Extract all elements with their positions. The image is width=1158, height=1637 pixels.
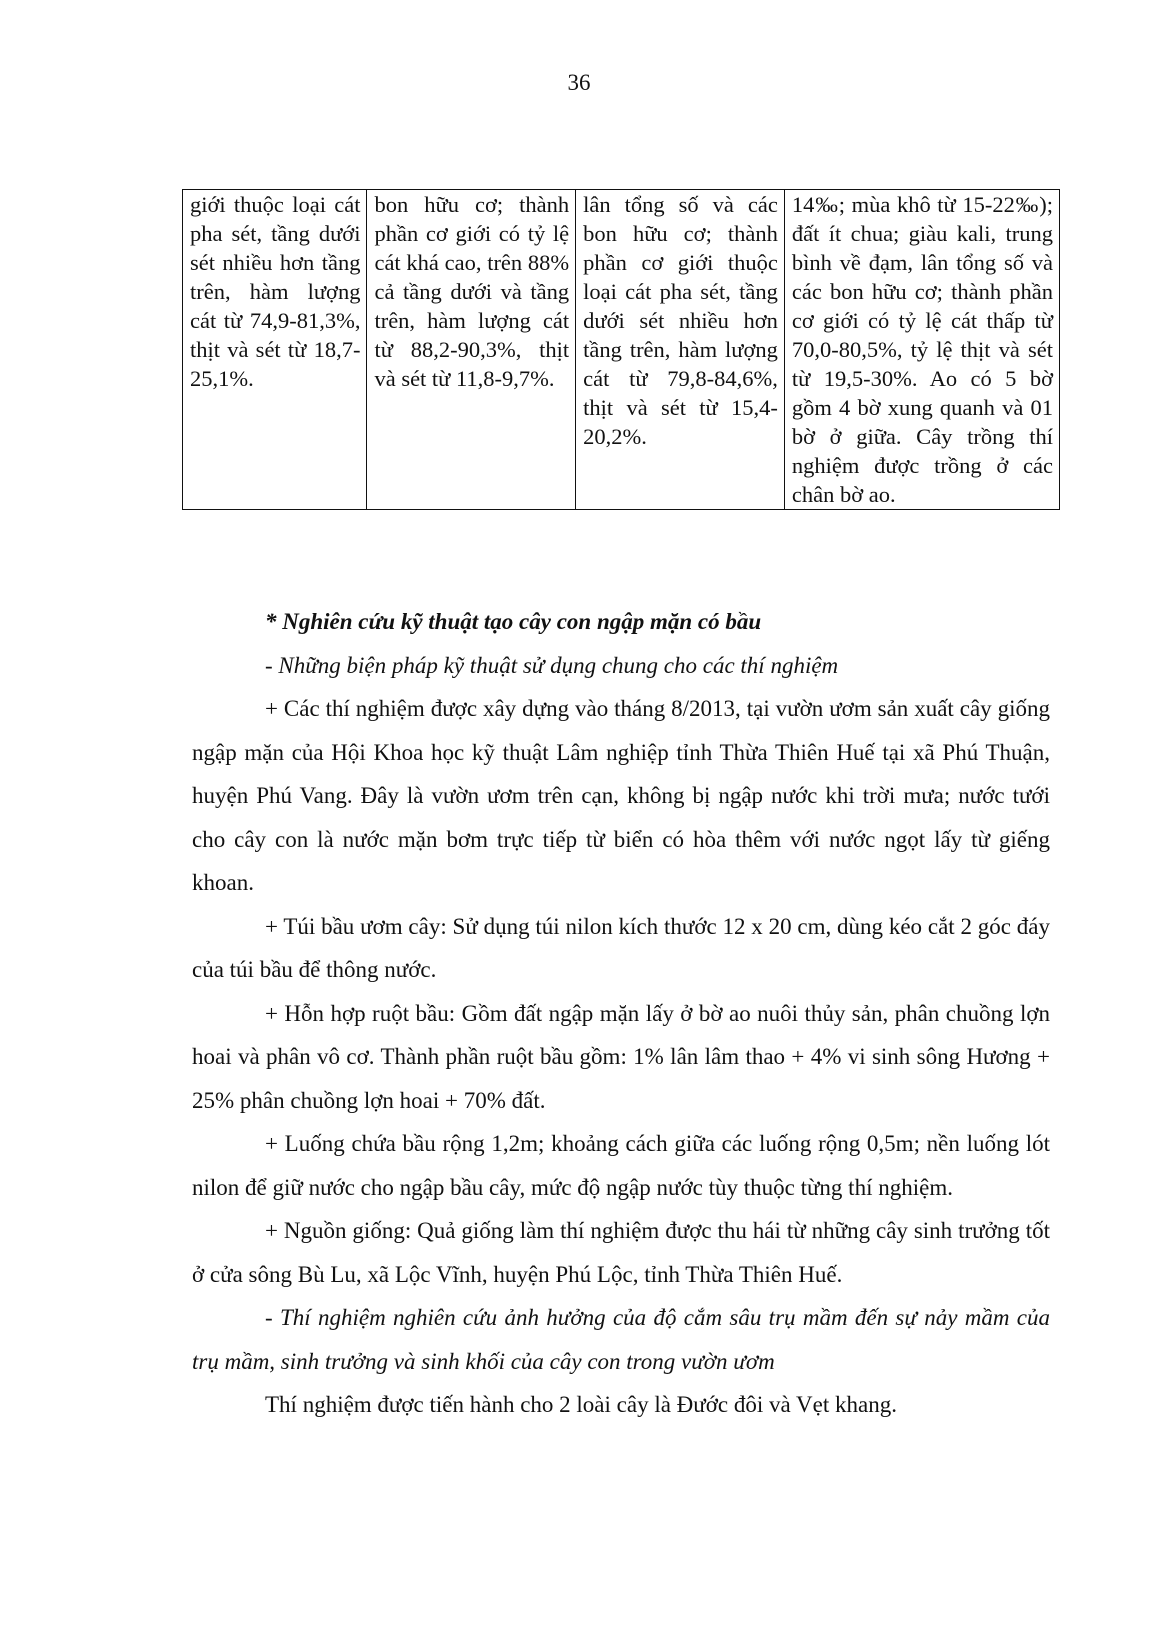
paragraph-nursery-beds: + Luống chứa bầu rộng 1,2m; khoảng cách giữa các luống rộng 0,5m; nền luống lót nilon để giữ nước cho ngập bầu cây, mức độ ngập nước tùy thuộc từng thí nghiệm. — [192, 1131, 1050, 1200]
table-cell-2: bon hữu cơ; thành phần cơ giới có tỷ lệ cát khá cao, trên 88% cả tầng dưới và tầng trên, hàm lượng cát từ 88,2-90,3%, thịt và sét từ 11,8-9,7%. — [367, 190, 576, 510]
paragraph-experiment-location: + Các thí nghiệm được xây dựng vào tháng 8/2013, tại vườn ươm sản xuất cây giống ngập mặn của Hội Khoa học kỹ thuật Lâm nghiệp tỉnh Thừa Thiên Huế tại xã Phú Thuận, huyện Phú Vang. Đây là vườn ươm trên cạn, không bị ngập nước khi trời mưa; nước tưới cho cây con là nước mặn bơm trực tiếp từ biển có hòa thêm với nước ngọt lấy từ giếng khoan. — [192, 696, 1050, 895]
paragraph-potting-mix: + Hỗn hợp ruột bầu: Gồm đất ngập mặn lấy ở bờ ao nuôi thủy sản, phân chuồng lợn hoai và phân vô cơ. Thành phần ruột bầu gồm: 1% lân lâm thao + 4% vi sinh sông Hương + 25% phân chuồng lợn hoai + 70% đất. — [192, 1000, 1050, 1113]
paragraph-species: Thí nghiệm được tiến hành cho 2 loài cây là Đước đôi và Vẹt khang. — [265, 1392, 897, 1417]
document-body — [192, 600, 1050, 1427]
section-heading: * Nghiên cứu kỹ thuật tạo cây con ngập mặn có bầu — [265, 609, 762, 634]
table-cell-3: lân tổng số và các bon hữu cơ; thành phần cơ giới thuộc loại cát pha sét, tầng dưới sét nhiều hơn tầng trên, hàm lượng cát từ 79,8-84,6%, thịt và sét từ 15,4-20,2%. — [576, 190, 785, 510]
paragraph-seed-source: + Nguồn giống: Quả giống làm thí nghiệm được thu hái từ những cây sinh trưởng tốt ở cửa sông Bù Lu, xã Lộc Vĩnh, huyện Phú Lộc, tỉnh Thừa Thiên Huế. — [192, 1218, 1050, 1287]
paragraph-nursery-bags: + Túi bầu ươm cây: Sử dụng túi nilon kích thước 12 x 20 cm, dùng kéo cắt 2 góc đáy của túi bầu để thông nước. — [192, 913, 1050, 982]
subheading-planting-depth-experiment: - Thí nghiệm nghiên cứu ảnh hưởng của độ cắm sâu trụ mầm đến sự nảy mầm của trụ mầm, sinh trưởng và sinh khối của cây con trong vườn ươm — [192, 1305, 1050, 1374]
page-number: 36 — [567, 70, 591, 95]
subheading-common-techniques: - Những biện pháp kỹ thuật sử dụng chung cho các thí nghiệm — [265, 652, 839, 678]
site-description-table — [182, 189, 1060, 510]
table-row — [183, 190, 1060, 510]
table-cell-4: 14‰; mùa khô từ 15-22‰); đất ít chua; giàu kali, trung bình về đạm, lân tổng số và các bon hữu cơ; thành phần cơ giới có tỷ lệ cát thấp từ 70,0-80,5%, tỷ lệ thịt và sét từ 19,5-30%. Ao có 5 bờ gồm 4 bờ xung quanh và 01 bờ ở giữa. Cây trồng thí nghiệm được trồng ở các chân bờ ao. — [784, 190, 1059, 510]
table-cell-1: giới thuộc loại cát pha sét, tầng dưới sét nhiều hơn tầng trên, hàm lượng cát từ 74,9-81,3%, thịt và sét từ 18,7-25,1%. — [183, 190, 367, 510]
